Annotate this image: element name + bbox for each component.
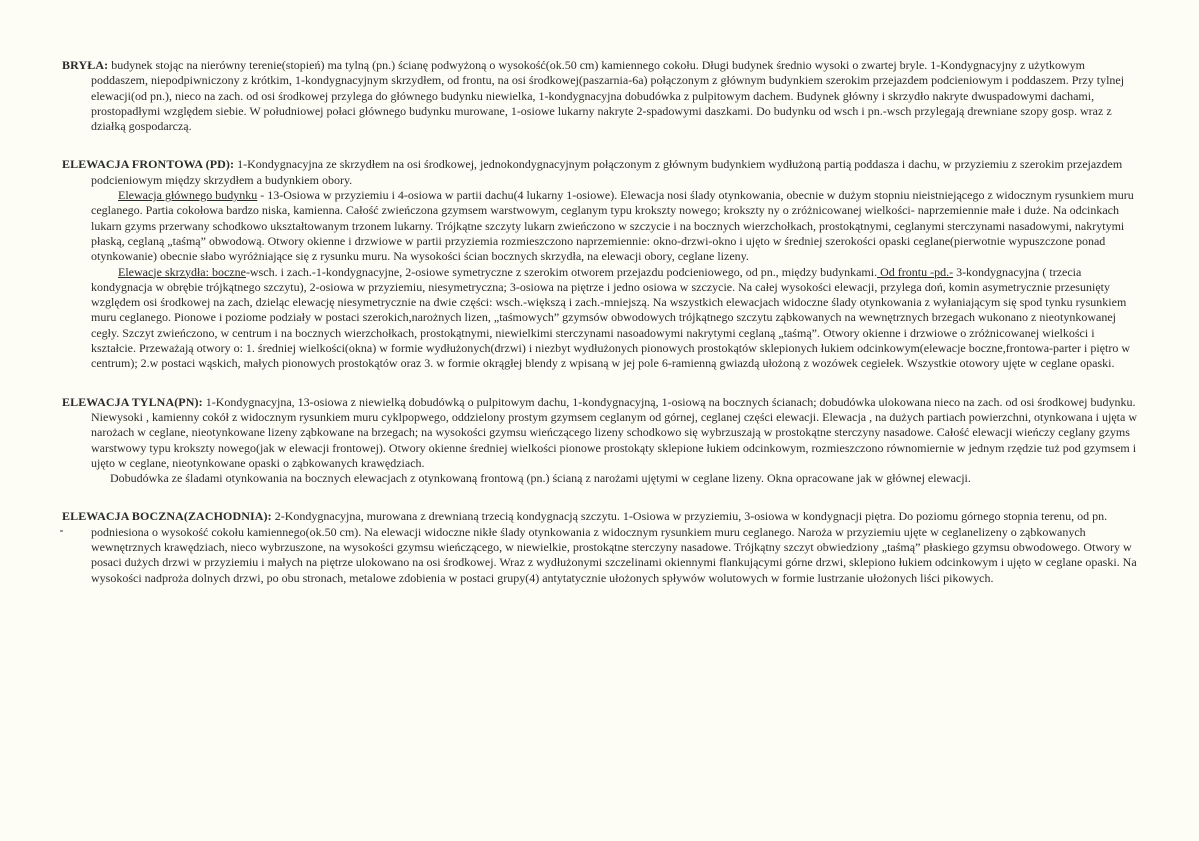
wing-front-subheading: Od frontu -pd.- xyxy=(877,264,954,279)
section-elewacja-frontowa xyxy=(62,157,1142,371)
main-building-subheading: Elewacja głównego budynku xyxy=(118,188,258,203)
extension-text: Dobudówka ze śladami otynkowania na bocznych elewacjach z otynkowaną frontową (pn.) ścianą z narożami ujętymi w ceglane lizeny. Okna opracowane jak w głównej elewacji. xyxy=(110,471,971,486)
tylna-heading: ELEWACJA TYLNA(PN): xyxy=(62,394,203,409)
tylna-text: 1-Kondygnacyjna, 13-osiowa z niewielką dobudówką o pulpitowym dachu, 1-kondygnacyjną, 1-osiową na bocznych ścianach; dobudówka ulokowana nieco na zach. od osi środkowej budynku. Niewysoki , kamienny cokół z widocznym rysunkiem muru cyklpopwego, oddzielony prostym gzymsem ceglanym od górnej, ceglanej części elewacji. Elewacja , na dużych partiach powierzchni, otynkowana i ujęta w narożach w ceglane, nieotynkowane lizeny ząbkowane na brzegach; na wysokości gzymsu wieńczącego lizeny schodkowo się wybrzuszają w prostokątne sterczyny nasadowe. Całość elewacji wieńczy ceglany gzyms warstwowy typu krokszty nowego(jak w elewacji frontowej). Otwory okienne średniej wielkości pionowe prostokąty sklepione łukiem odcinkowym, rozmieszczono równomiernie w jednym rzędzie tuż pod gzymsem i ujęto w ceglane, nieotynkowane opaski o ząbkowanych krawędziach. xyxy=(91,394,1138,470)
wing-subheading: Elewacje skrzydła: boczne xyxy=(118,264,246,279)
tylna-paragraph xyxy=(62,395,1142,471)
frontowa-paragraph xyxy=(62,157,1142,188)
boczna-paragraph xyxy=(62,509,1142,585)
tylna-extension-paragraph xyxy=(62,471,1142,486)
section-elewacja-tylna xyxy=(62,395,1142,487)
boczna-text: 2-Kondygnacyjna, murowana z drewnianą trzecią kondygnacją szczytu. 1-Osiowa w przyziemiu, 3-osiowa w kondygnacji piętra. Do poziomu górnego stopnia terenu, od pn. podniesiona o wysokość cokołu kamiennego(ok.50 cm). Na elewacji widoczne nikłe ślady otynkowania z widocznym rysunkiem muru ceglanego. Naroża w przyziemiu ujęte w ceglanelizeny o ząbkowanych wewnętrznych krawędziach, nieco wybrzuszone, na wysokości gzymsu wieńczącego, w niewielkie, prostokątne sterczyny nasadowe. Trójkątny szczyt obwiedziony „taśmą” płaskiego gzymsu obwodowego. Otwory w posaci dużych drzwi w przyziemiu i małych na piętrze ulokowano na osi środkowej. Wraz z wydłużonymi szczelinami okiennymi flankującymi górne drzwi, sklepiono łukiem odcinkowym i ujęto w ceglane opaski. Na wysokości nadproża dolnych drzwi, po obu stronach, metalowe zdobienia w postaci grupy(4) antytatycznie ułożonych spływów wolutowych w formie lustrzanie ułożonych liści pikowych. xyxy=(91,509,1137,585)
frontowa-wing-paragraph xyxy=(62,265,1142,372)
frontowa-main-building-paragraph xyxy=(62,188,1142,264)
wing-front-text: 3-kondygnacyjna ( trzecia kondygnacja w obrębie trójkątnego szczytu), 2-osiowa w przyziemiu, niesymetryczna; 3-osiowa na piętrze i jedno osiowa w szczycie. Na całej wysokości elewacji, przylega doń, komin asymetrycznie przesunięty względem osi środkowej na zach, dzieląc elewację niesymetrycznie na dwie części: wsch.-większą i zach.-mniejszą. Na wszystkich elewacjach widoczne ślady otynkowania z wyłaniającym się spod tynku rysunkiem muru ceglanego. Pionowe i poziome podziały w postaci szerokich,narożnych lizen, „taśmowych” gzymsów obwodowych trójkątnego szczytu ząbkowanych na wewnętrznych brzegach wukonano z nieotynkowanej cegły. Szczyt zwieńczono, w centrum i na bocznych wierzchołkach, prostokątnymi, niewielkimi sterczynami nasoadowymi nakrytymi ceglaną „taśmą”. Otwory okienne i drzwiowe o zróżnicowanej wielkości i kształcie. Przeważają otwory o: 1. średniej wielkości(okna) w formie wydłużonych(drzwi) i niezbyt wydłużonych pionowych prostokątów sklepionych łukiem odcinkowym(elewacje boczne,frontowa-parter i piętro w centrum); 2.w postaci wąskich, małych pionowych prostokątów oraz 3. w formie okrągłej blendy z wpisaną w jej pole 6-ramienną gwiazdą ułożoną z wozówek cegiełek. Wszystkie otowory ujęte w ceglane opaski. xyxy=(91,264,1131,371)
frontowa-text: 1-Kondygnacyjna ze skrzydłem na osi środkowej, jednokondygnacyjnym połączonym z głównym budynkiem wydłużoną partią poddasza i dachu, w przyziemiu z szerokim przejazdem podcieniowym między skrzydłem a budynkiem obory. xyxy=(91,157,1123,187)
main-building-text: - 13-Osiowa w przyziemiu i 4-osiowa w partii dachu(4 lukarny 1-osiowe). Elewacja nosi ślady otynkowania, obecnie w dużym stopniu nieistniejącego z widocznym rysunkiem muru ceglanego. Partia cokołowa bardzo niska, kamienna. Całość zwieńczona gzymsem warstwowym, ceglanym typu krokszty nowego; krokszty ny o zróżnicowanej wielkości- naprzemiennie małe i duże. Na odcinkach lukarn gzyms przerwany schodkowo ukształtowanym trzonem lukarny. Trójkątne szczyty lukarn zwieńczono w szczycie i na bocznych wierzchołkach, prostokątnymi, ceglanymi sterczynami nasadowymi, nakrytymi płaską, ceglaną „taśmą” obwodową. Otwory okienne i drzwiowe w partii przyziemia rozmieszczono naprzemiennie: okno-drzwi-okno i ujęto w średniej szerokości opaski ceglane(pierwotnie wypuszczone ponad otynkowanie) obecnie słabo wyróżniające się z rysunku muru. Na wysokości ścian bocznych skrzydła, na elewacji obory, ceglane lizeny. xyxy=(91,188,1134,264)
bryla-paragraph xyxy=(62,58,1142,134)
boczna-heading: ELEWACJA BOCZNA(ZACHODNIA): xyxy=(62,509,272,524)
section-elewacja-boczna xyxy=(62,509,1142,585)
bryla-heading: BRYŁA: xyxy=(62,58,109,72)
document-body xyxy=(62,58,1142,609)
section-bryla xyxy=(62,58,1142,134)
bryla-text: budynek stojąc na nierówny terenie(stopień) ma tylną (pn.) ścianę podwyżoną o wysokość(ok.50 cm) kamiennego cokołu. Długi budynek średnio wysoki o zwartej bryle. 1-Kondygnacyjny z użytkowym poddaszem, niepodpiwniczony z krótkim, 1-kondygnacyjnym skrzydłem, od frontu, na osi środkowej(paszarnia-6a) połączonym z głównym budynkiem szerokim przejazdem podcieniowym i poddaszem. Przy tylnej elewacji(od pn.), nieco na zach. od osi środkowej przylega do głównego budynku niewielka, 1-kondygnacyjna dobudówka z pulpitowym dachem. Budynek główny i skrzydło nakryte dwuspadowymi dachami, prostopadłymi względem siebie. W południowej połaci głównego budynku murowane, 1-osiowe lukarny nakryte 2-spadowymi daszkami. Do budynku od wsch i pn.-wsch przylegają drewniane szopy gosp. wraz z działką gospodarczą. xyxy=(91,58,1125,134)
wing-side-text: -wsch. i zach.-1-kondygnacyjne, 2-osiowe symetryczne z szerokim otworem przejazdu podcieniowego, od pn., między budynkami. xyxy=(245,264,878,279)
frontowa-heading: ELEWACJA FRONTOWA (PD): xyxy=(62,157,235,172)
